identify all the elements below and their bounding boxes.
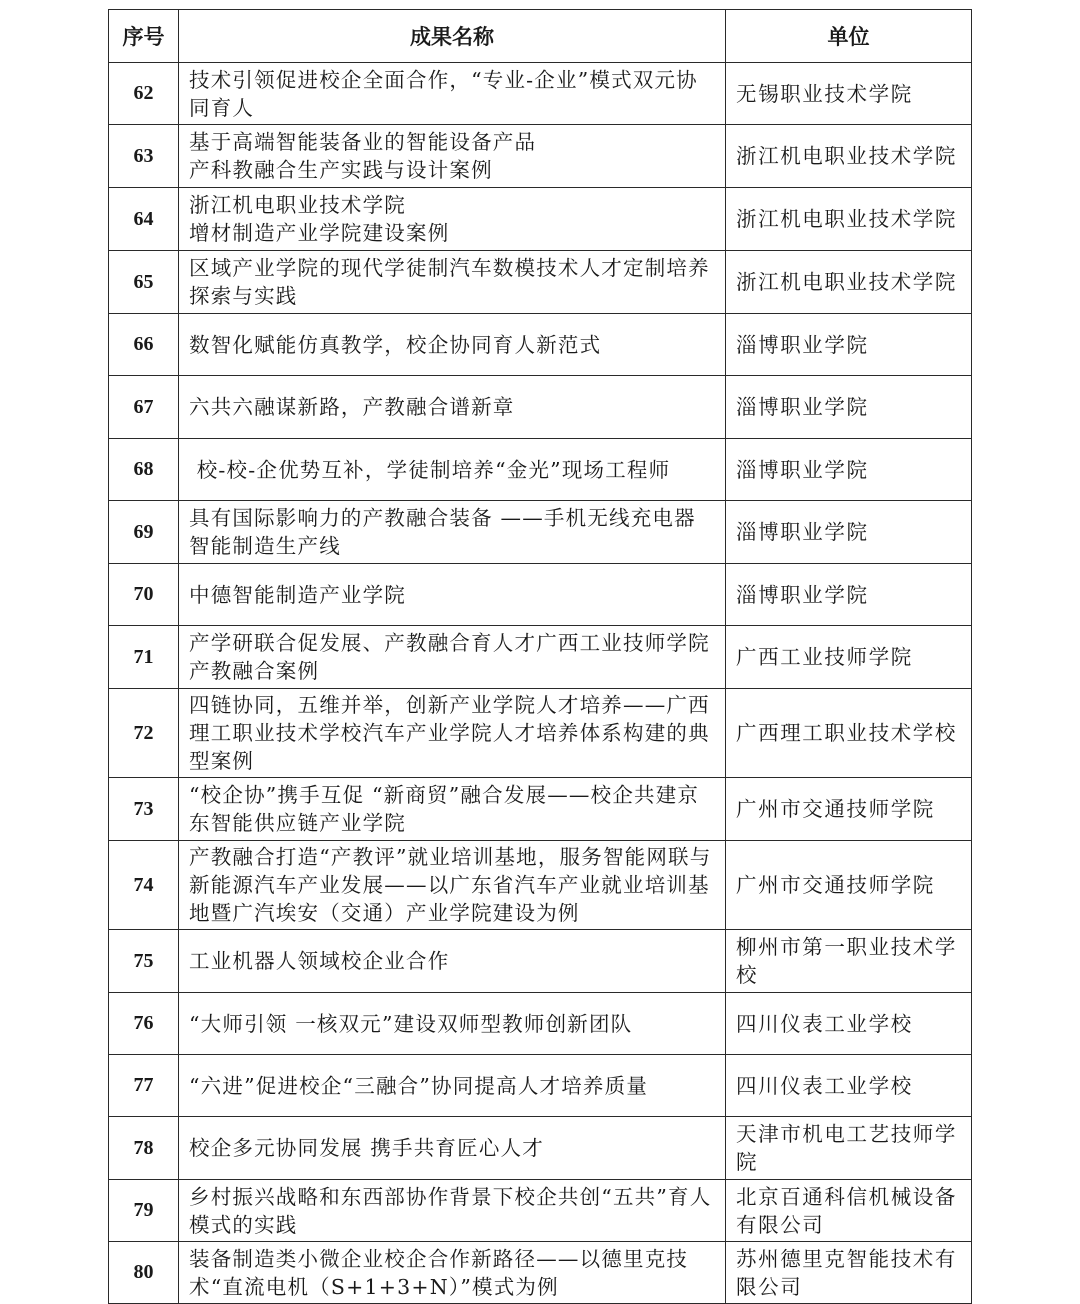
row-unit: 浙江机电职业技术学院 <box>726 251 972 314</box>
table-row <box>109 841 972 930</box>
row-unit: 浙江机电职业技术学院 <box>726 125 972 188</box>
row-title: 基于高端智能装备业的智能设备产品 产科教融合生产实践与设计案例 <box>179 125 726 188</box>
row-index: 76 <box>109 993 179 1055</box>
row-unit: 广州市交通技师学院 <box>726 841 972 930</box>
row-unit: 柳州市第一职业技术学校 <box>726 930 972 993</box>
row-unit: 四川仪表工业学校 <box>726 993 972 1055</box>
row-title: 技术引领促进校企全面合作，“专业-企业”模式双元协同育人 <box>179 63 726 125</box>
table-row <box>109 993 972 1055</box>
row-unit: 北京百通科信机械设备有限公司 <box>726 1180 972 1242</box>
row-unit: 四川仪表工业学校 <box>726 1055 972 1117</box>
row-unit: 淄博职业学院 <box>726 564 972 626</box>
row-title: 区域产业学院的现代学徒制汽车数模技术人才定制培养探索与实践 <box>179 251 726 314</box>
row-title: 六共六融谋新路，产教融合谱新章 <box>179 376 726 439</box>
row-title: 产教融合打造“产教评”就业培训基地，服务智能网联与新能源汽车产业发展——以广东省汽车产业就业培训基地暨广汽埃安（交通）产业学院建设为例 <box>179 841 726 930</box>
row-index: 70 <box>109 564 179 626</box>
table-row <box>109 251 972 314</box>
row-unit: 天津市机电工艺技师学院 <box>726 1117 972 1180</box>
row-unit: 淄博职业学院 <box>726 439 972 501</box>
row-index: 74 <box>109 841 179 930</box>
table-row <box>109 1242 972 1304</box>
row-unit: 广西工业技师学院 <box>726 626 972 689</box>
table-row <box>109 1055 972 1117</box>
table-row <box>109 1180 972 1242</box>
row-title: 浙江机电职业技术学院 增材制造产业学院建设案例 <box>179 188 726 251</box>
row-index: 71 <box>109 626 179 689</box>
row-unit: 苏州德里克智能技术有限公司 <box>726 1242 972 1304</box>
row-unit: 浙江机电职业技术学院 <box>726 188 972 251</box>
table-row <box>109 689 972 778</box>
row-index: 73 <box>109 778 179 841</box>
row-title: 校-校-企优势互补，学徒制培养“金光”现场工程师 <box>179 439 726 501</box>
row-index: 68 <box>109 439 179 501</box>
table-row <box>109 501 972 564</box>
row-unit: 淄博职业学院 <box>726 314 972 376</box>
row-title: “大师引领 一核双元”建设双师型教师创新团队 <box>179 993 726 1055</box>
table-row <box>109 778 972 841</box>
row-index: 80 <box>109 1242 179 1304</box>
row-title: 四链协同，五维并举，创新产业学院人才培养——广西理工职业技术学校汽车产业学院人才培养体系构建的典型案例 <box>179 689 726 778</box>
row-index: 67 <box>109 376 179 439</box>
table-body <box>109 63 972 1304</box>
table-row <box>109 125 972 188</box>
results-table <box>108 9 972 1304</box>
header-title: 成果名称 <box>179 10 726 63</box>
row-index: 69 <box>109 501 179 564</box>
row-title: “校企协”携手互促 “新商贸”融合发展——校企共建京东智能供应链产业学院 <box>179 778 726 841</box>
row-index: 79 <box>109 1180 179 1242</box>
table-row <box>109 439 972 501</box>
row-unit: 广州市交通技师学院 <box>726 778 972 841</box>
table-row <box>109 564 972 626</box>
table-row <box>109 314 972 376</box>
row-title: 装备制造类小微企业校企合作新路径——以德里克技术“直流电机（S+1+3+N）”模式为例 <box>179 1242 726 1304</box>
row-title: 数智化赋能仿真教学，校企协同育人新范式 <box>179 314 726 376</box>
table-row <box>109 930 972 993</box>
table-row <box>109 188 972 251</box>
row-unit: 无锡职业技术学院 <box>726 63 972 125</box>
row-index: 78 <box>109 1117 179 1180</box>
header-index: 序号 <box>109 10 179 63</box>
row-index: 72 <box>109 689 179 778</box>
table-row <box>109 626 972 689</box>
row-index: 65 <box>109 251 179 314</box>
table-row <box>109 63 972 125</box>
row-title: 具有国际影响力的产教融合装备 ——手机无线充电器智能制造生产线 <box>179 501 726 564</box>
row-unit: 淄博职业学院 <box>726 501 972 564</box>
row-title: 校企多元协同发展 携手共育匠心人才 <box>179 1117 726 1180</box>
row-index: 66 <box>109 314 179 376</box>
row-unit: 广西理工职业技术学校 <box>726 689 972 778</box>
row-title: 产学研联合促发展、产教融合育人才广西工业技师学院产教融合案例 <box>179 626 726 689</box>
row-index: 75 <box>109 930 179 993</box>
row-title: 工业机器人领域校企业合作 <box>179 930 726 993</box>
table-header-row <box>109 10 972 63</box>
row-title: “六进”促进校企“三融合”协同提高人才培养质量 <box>179 1055 726 1117</box>
row-unit: 淄博职业学院 <box>726 376 972 439</box>
header-unit: 单位 <box>726 10 972 63</box>
row-index: 64 <box>109 188 179 251</box>
table-row <box>109 376 972 439</box>
row-index: 63 <box>109 125 179 188</box>
row-index: 62 <box>109 63 179 125</box>
row-index: 77 <box>109 1055 179 1117</box>
table-row <box>109 1117 972 1180</box>
row-title: 中德智能制造产业学院 <box>179 564 726 626</box>
row-title: 乡村振兴战略和东西部协作背景下校企共创“五共”育人模式的实践 <box>179 1180 726 1242</box>
